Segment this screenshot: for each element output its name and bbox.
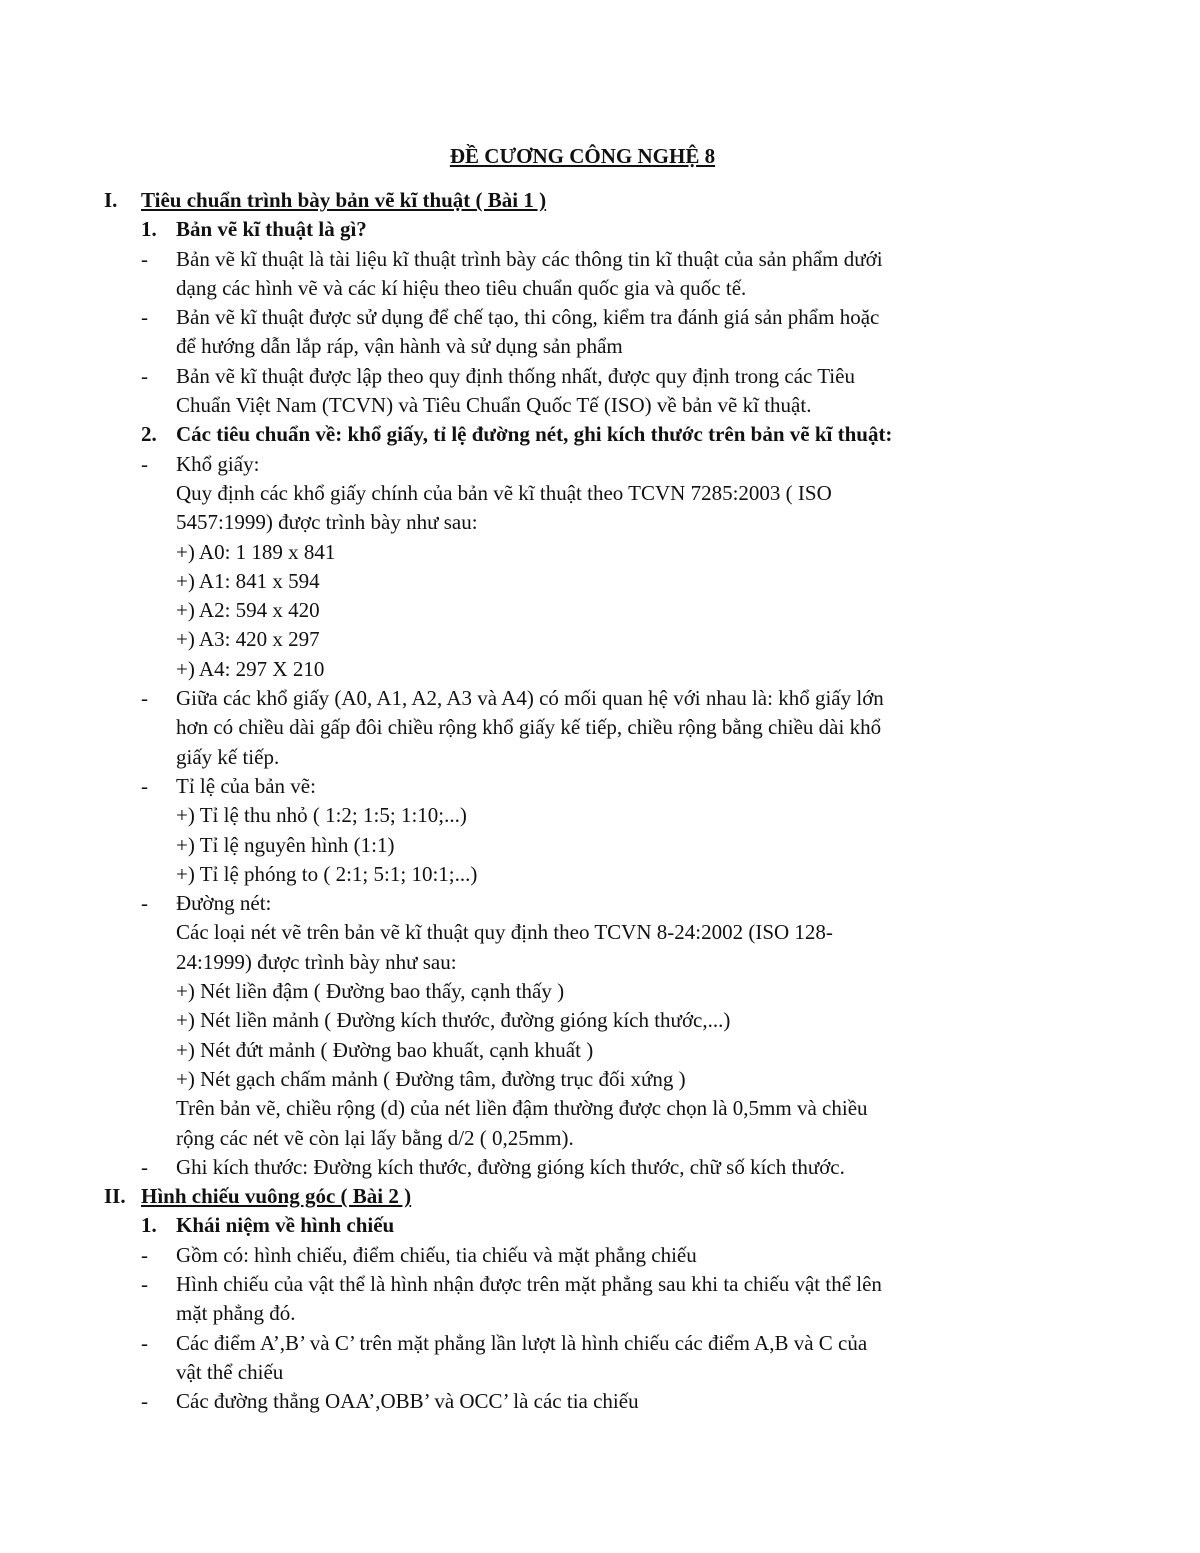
- continuation-line: +) Tỉ lệ phóng to ( 2:1; 5:1; 10:1;...): [176, 861, 478, 886]
- continuation-line: +) Tỉ lệ thu nhỏ ( 1:2; 1:5; 1:10;...): [176, 803, 467, 828]
- bullet-dash-icon: -: [141, 1389, 148, 1414]
- continuation-line: +) A3: 420 x 297: [176, 627, 320, 652]
- bullet-item: [104, 245, 984, 274]
- continuation-line: Chuẩn Việt Nam (TCVN) và Tiêu Chuẩn Quốc Tế (ISO) về bản vẽ kĩ thuật.: [176, 393, 812, 418]
- continuation-line: vật thể chiếu: [176, 1359, 284, 1384]
- continuation-line: +) Tỉ lệ nguyên hình (1:1): [176, 832, 395, 857]
- continuation-line: +) Nét liền mảnh ( Đường kích thước, đường gióng kích thước,...): [176, 1008, 731, 1033]
- continuation-line: để hướng dẫn lắp ráp, vận hành và sử dụng sản phẩm: [176, 334, 623, 359]
- continuation-line: +) A4: 297 X 210: [176, 656, 325, 681]
- continuation-line: rộng các nét vẽ còn lại lấy bằng d/2 ( 0,25mm).: [176, 1125, 574, 1150]
- document-body: [104, 186, 984, 1416]
- continuation-line: Quy định các khổ giấy chính của bản vẽ kĩ thuật theo TCVN 7285:2003 ( ISO: [176, 480, 832, 505]
- subsection-heading: [104, 215, 984, 244]
- heading-number: 2.: [141, 422, 157, 447]
- bullet-text: Gồm có: hình chiếu, điểm chiếu, tia chiếu và mặt phẳng chiếu: [176, 1242, 697, 1267]
- continuation-line: Trên bản vẽ, chiều rộng (d) của nét liền đậm thường được chọn là 0,5mm và chiều: [176, 1096, 868, 1121]
- bullet-dash-icon: -: [141, 305, 148, 330]
- bullet-item: [104, 362, 984, 391]
- continuation-line: +) A1: 841 x 594: [176, 568, 320, 593]
- bullet-text: Giữa các khổ giấy (A0, A1, A2, A3 và A4) có mối quan hệ với nhau là: khổ giấy lớn: [176, 686, 884, 711]
- heading-text: Hình chiếu vuông góc ( Bài 2 ): [141, 1184, 412, 1209]
- heading-text: Các tiêu chuẩn về: khổ giấy, tỉ lệ đường nét, ghi kích thước trên bản vẽ kĩ thuật:: [176, 422, 893, 447]
- bullet-dash-icon: -: [141, 686, 148, 711]
- continuation-line: +) Nét đứt mảnh ( Đường bao khuất, cạnh khuất ): [176, 1037, 594, 1062]
- continuation-line: hơn có chiều dài gấp đôi chiều rộng khổ giấy kế tiếp, chiều rộng bằng chiều dài khổ: [176, 715, 882, 740]
- bullet-dash-icon: -: [141, 1330, 148, 1355]
- bullet-item: [104, 1270, 984, 1299]
- bullet-text: Tỉ lệ của bản vẽ:: [176, 773, 316, 798]
- bullet-item: [104, 1241, 984, 1270]
- bullet-text: Khổ giấy:: [176, 451, 260, 476]
- bullet-dash-icon: -: [141, 246, 148, 271]
- bullet-dash-icon: -: [141, 891, 148, 916]
- bullet-text: Bản vẽ kĩ thuật là tài liệu kĩ thuật trình bày các thông tin kĩ thuật của sản phẩm dưới: [176, 246, 883, 271]
- bullet-item: [104, 684, 984, 713]
- heading-number: 1.: [141, 1213, 157, 1238]
- bullet-item: [104, 889, 984, 918]
- heading-number: 1.: [141, 217, 157, 242]
- heading-text: Khái niệm về hình chiếu: [176, 1213, 395, 1238]
- continuation-line: giấy kế tiếp.: [176, 744, 280, 769]
- bullet-text: Bản vẽ kĩ thuật được lập theo quy định thống nhất, được quy định trong các Tiêu: [176, 363, 855, 388]
- bullet-item: [104, 450, 984, 479]
- bullet-text: Hình chiếu của vật thể là hình nhận được trên mặt phẳng sau khi ta chiếu vật thể lên: [176, 1271, 882, 1296]
- section-heading: [104, 186, 984, 215]
- bullet-item: [104, 303, 984, 332]
- bullet-dash-icon: -: [141, 451, 148, 476]
- heading-text: Bản vẽ kĩ thuật là gì?: [176, 217, 367, 242]
- subsection-heading: [104, 1211, 984, 1240]
- continuation-line: mặt phẳng đó.: [176, 1301, 296, 1326]
- heading-text: Tiêu chuẩn trình bày bản vẽ kĩ thuật ( Bài 1 ): [141, 188, 547, 212]
- bullet-item: [104, 1329, 984, 1358]
- continuation-line: Các loại nét vẽ trên bản vẽ kĩ thuật quy định theo TCVN 8-24:2002 (ISO 128-: [176, 920, 833, 945]
- heading-number: II.: [104, 1184, 126, 1209]
- bullet-text: Đường nét:: [176, 891, 272, 916]
- bullet-item: [104, 772, 984, 801]
- bullet-text: Các điểm A’,B’ và C’ trên mặt phẳng lần lượt là hình chiếu các điểm A,B và C của: [176, 1330, 868, 1355]
- continuation-line: dạng các hình vẽ và các kí hiệu theo tiêu chuẩn quốc gia và quốc tế.: [176, 275, 747, 300]
- bullet-dash-icon: -: [141, 1242, 148, 1267]
- bullet-dash-icon: -: [141, 363, 148, 388]
- bullet-dash-icon: -: [141, 1154, 148, 1179]
- continuation-line: 5457:1999) được trình bày như sau:: [176, 510, 478, 535]
- subsection-heading: [104, 420, 984, 449]
- bullet-text: Bản vẽ kĩ thuật được sử dụng để chế tạo, thi công, kiểm tra đánh giá sản phẩm hoặc: [176, 305, 880, 330]
- bullet-dash-icon: -: [141, 773, 148, 798]
- continuation-line: +) Nét gạch chấm mảnh ( Đường tâm, đường trục đối xứng ): [176, 1066, 686, 1091]
- continuation-line: 24:1999) được trình bày như sau:: [176, 949, 457, 974]
- bullet-item: [104, 1387, 984, 1416]
- section-heading: [104, 1182, 984, 1211]
- bullet-dash-icon: -: [141, 1271, 148, 1296]
- continuation-line: +) Nét liền đậm ( Đường bao thấy, cạnh thấy ): [176, 979, 565, 1004]
- bullet-text: Ghi kích thước: Đường kích thước, đường gióng kích thước, chữ số kích thước.: [176, 1154, 845, 1179]
- bullet-text: Các đường thẳng OAA’,OBB’ và OCC’ là các tia chiếu: [176, 1389, 639, 1414]
- bullet-item: [104, 1153, 984, 1182]
- continuation-line: +) A2: 594 x 420: [176, 598, 320, 623]
- document-title: ĐỀ CƯƠNG CÔNG NGHỆ 8: [449, 144, 716, 168]
- heading-number: I.: [104, 188, 118, 212]
- continuation-line: +) A0: 1 189 x 841: [176, 539, 336, 564]
